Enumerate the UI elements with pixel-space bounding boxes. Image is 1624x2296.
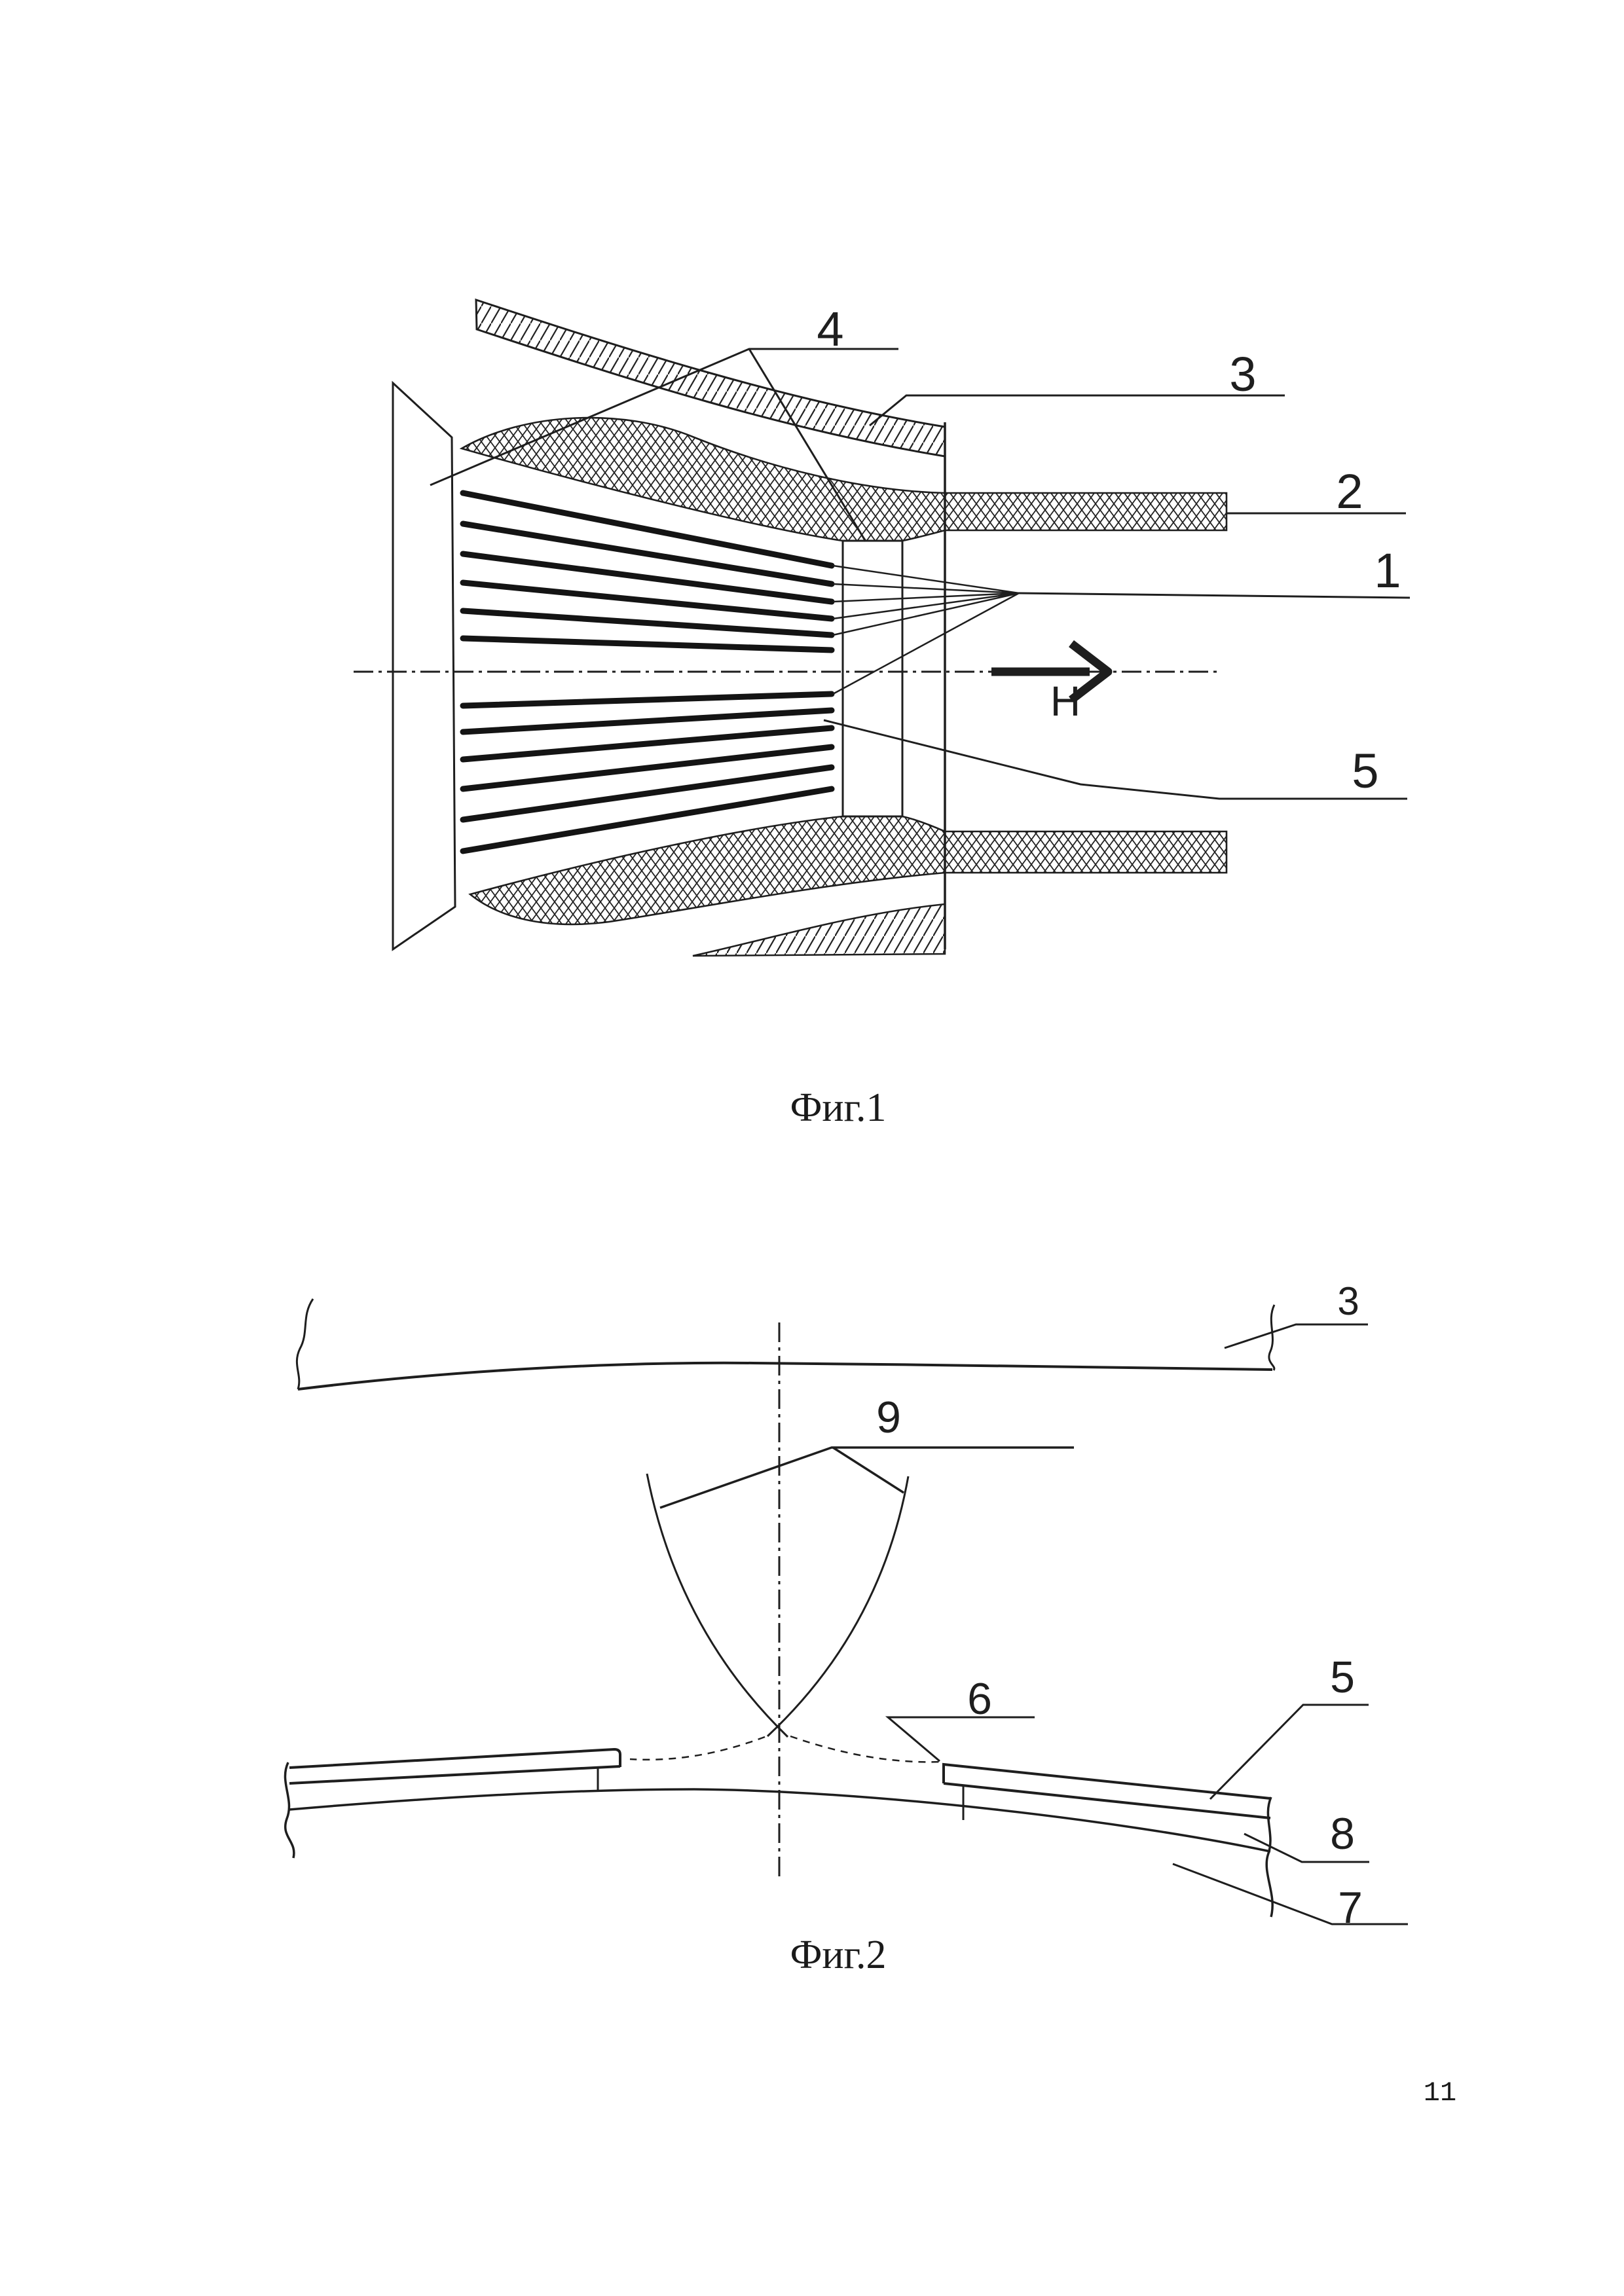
fig1-callout-3 bbox=[870, 347, 1285, 426]
fig2-deposit-profile-right bbox=[790, 1736, 941, 1762]
page-number: 11 bbox=[1423, 2077, 1457, 2109]
fig2-chamber-wall-arc bbox=[298, 1363, 1272, 1389]
fig2-callout-3-label: 3 bbox=[1337, 1279, 1359, 1323]
fig2-break-mark-left-top bbox=[297, 1299, 313, 1389]
fig2-callout-6-label: 6 bbox=[967, 1674, 992, 1724]
fig1-callout-2-label: 2 bbox=[1336, 464, 1363, 519]
fig2-callout-7 bbox=[1173, 1864, 1408, 1933]
fig1-field-line bbox=[463, 710, 832, 732]
fig2-plume-curve-right bbox=[767, 1476, 908, 1736]
fig1-callout-5-label: 5 bbox=[1352, 744, 1379, 798]
fig1-field-arrow-label: H bbox=[1050, 678, 1081, 725]
fig1-callout-3-label: 3 bbox=[1229, 347, 1257, 401]
fig1-chamber-wall-bottom bbox=[693, 904, 945, 956]
fig2-callout-5-leader bbox=[1210, 1705, 1369, 1799]
fig1-callout-5 bbox=[824, 720, 1407, 799]
fig1-field-arrow bbox=[991, 644, 1108, 725]
figure-2 bbox=[285, 1279, 1408, 1977]
fig2-left-film-top bbox=[289, 1749, 620, 1768]
fig2-callout-3-leader bbox=[1225, 1324, 1368, 1348]
fig1-field-line bbox=[463, 638, 832, 650]
fig1-callout-4-label: 4 bbox=[817, 302, 844, 356]
fig2-callout-8-label: 8 bbox=[1330, 1809, 1355, 1859]
fig2-callout-5-label: 5 bbox=[1330, 1652, 1355, 1702]
fig1-caption: Фиг.1 bbox=[790, 1085, 887, 1130]
fig2-callout-3 bbox=[1225, 1279, 1368, 1348]
fig1-callout-2 bbox=[1227, 464, 1406, 519]
fig1-callout-1-label: 1 bbox=[1374, 543, 1401, 598]
fig2-right-film-top bbox=[944, 1764, 1270, 1798]
fig2-callout-5 bbox=[1210, 1652, 1369, 1799]
fig2-callout-9-leader-b bbox=[833, 1448, 904, 1493]
fig1-field-line bbox=[463, 694, 832, 706]
fig2-break-mark-right-top bbox=[1269, 1305, 1274, 1370]
fig2-caption: Фиг.2 bbox=[790, 1933, 887, 1977]
fig2-callout-9-leader-a bbox=[660, 1448, 1074, 1508]
fig1-callout-1-leader bbox=[1019, 593, 1410, 598]
fig2-deposit-profile-left bbox=[630, 1737, 765, 1760]
fig1-evaporator-cone bbox=[393, 383, 455, 949]
fig1-callout-5-leader bbox=[824, 720, 1407, 799]
fig2-callout-9-label: 9 bbox=[876, 1393, 901, 1442]
fig1-field-line bbox=[463, 767, 832, 820]
fig2-callout-7-leader bbox=[1173, 1864, 1408, 1924]
fig2-callout-7-label: 7 bbox=[1338, 1883, 1363, 1933]
fig2-callout-6 bbox=[888, 1674, 1035, 1761]
fig1-callout-3-leader bbox=[870, 395, 1285, 426]
figure-1 bbox=[354, 300, 1410, 1130]
fig1-membrane-rect bbox=[843, 541, 902, 816]
fig1-callout-1 bbox=[1019, 543, 1410, 598]
fig2-left-film-boundary bbox=[289, 1766, 620, 1783]
fig2-callout-6-leader bbox=[888, 1717, 1035, 1761]
fig2-callout-9 bbox=[660, 1393, 1074, 1508]
fig2-plume-curve-left bbox=[647, 1474, 788, 1737]
